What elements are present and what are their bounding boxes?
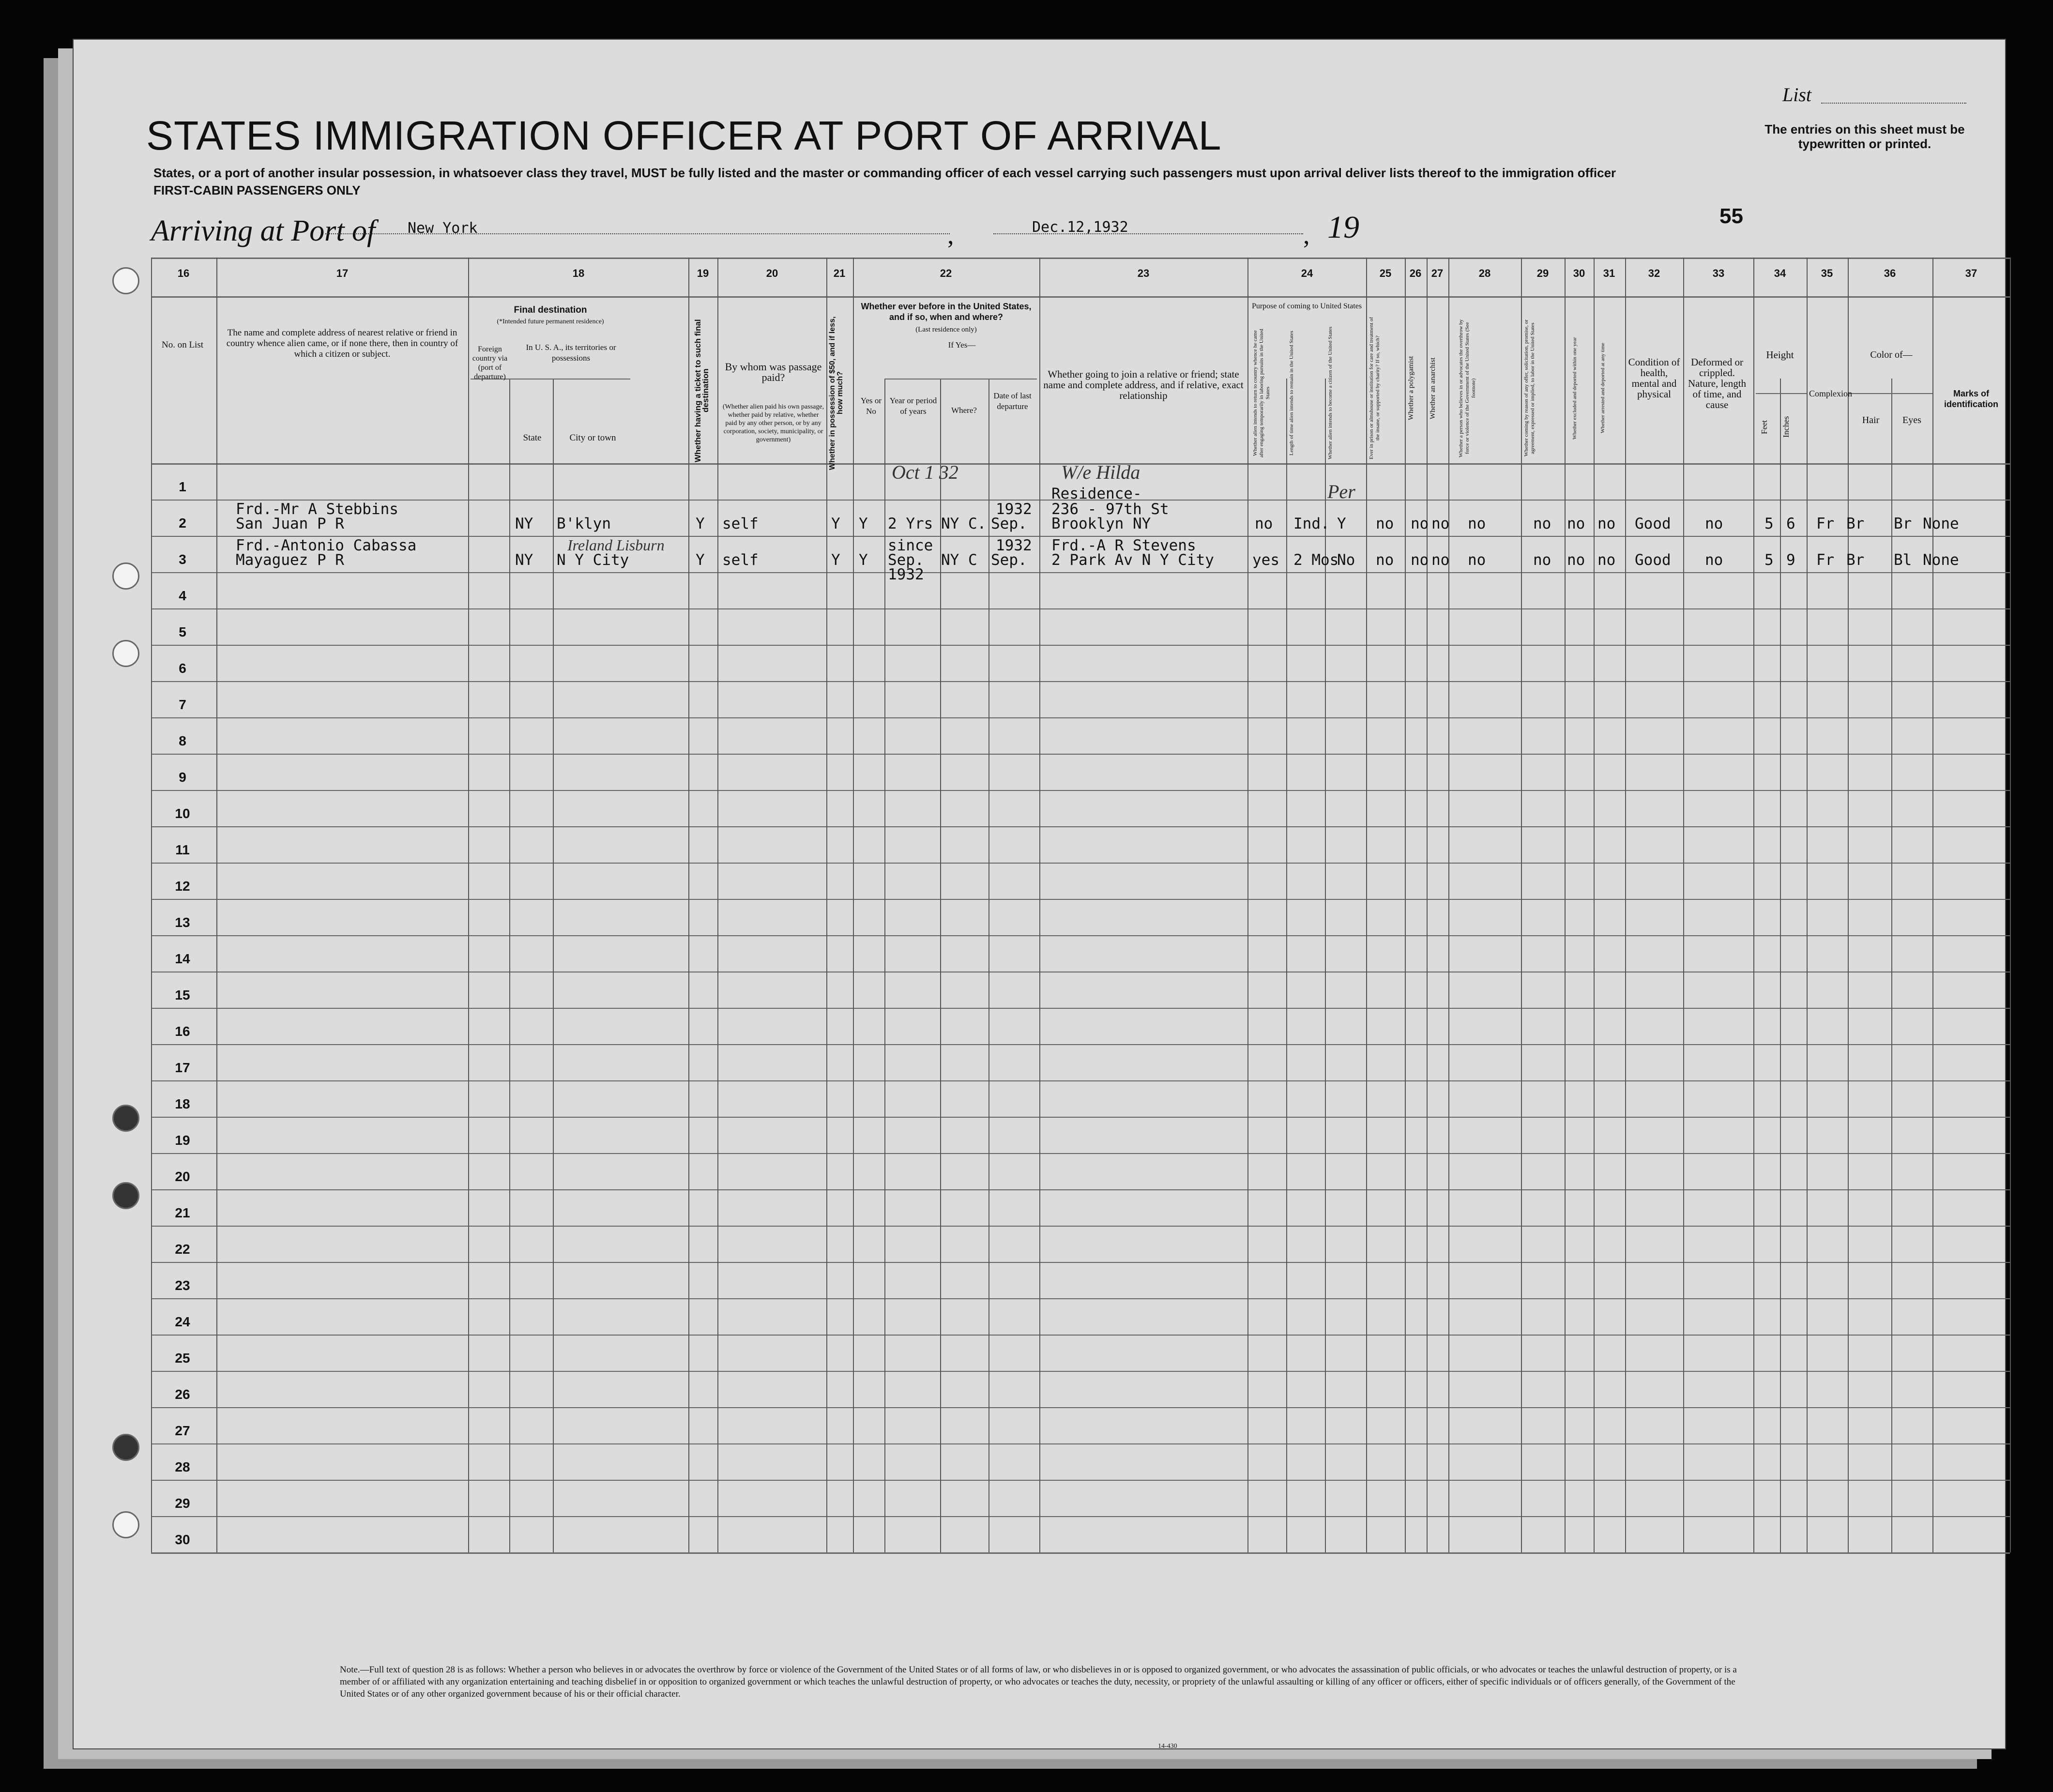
column-number: 34 <box>1774 267 1786 279</box>
handwritten-name: W/e Hilda <box>1061 461 1141 483</box>
row-number: 15 <box>175 987 190 1002</box>
grid-line <box>1405 258 1406 1552</box>
paid-by: self <box>722 551 759 569</box>
hdr-date-departure: Date of last departure <box>993 391 1032 411</box>
q31: no <box>1597 515 1616 532</box>
list-label: List <box>1782 84 1812 106</box>
grid-line <box>151 1189 2010 1190</box>
row-number: 16 <box>175 1024 190 1039</box>
ticket-value: Y <box>696 551 705 569</box>
departure-year: 1932 <box>996 537 1032 554</box>
grid-line <box>151 1080 2010 1081</box>
departure-year: 1932 <box>996 501 1032 518</box>
column-number: 21 <box>833 267 846 279</box>
hdr-by-whom-note: (Whether alien paid his own passage, whether paid by relative, whether paid by any other person, or by any corporation, society, municipality, or government) <box>722 403 824 443</box>
anarchist: no <box>1431 515 1450 532</box>
join-line-3: Brooklyn NY <box>1051 515 1151 532</box>
prison: no <box>1376 551 1394 569</box>
grid-line <box>826 258 827 1552</box>
health: Good <box>1635 515 1671 532</box>
q28: no <box>1468 515 1486 532</box>
complexion: Fr <box>1816 551 1835 569</box>
hair: Br <box>1846 515 1865 532</box>
health: Good <box>1635 551 1671 569</box>
departure-month: Sep. <box>991 515 1027 532</box>
column-number: 27 <box>1431 267 1444 279</box>
been-before: Y <box>859 551 868 569</box>
departure-month: Sep. <box>991 551 1027 569</box>
handwritten-date: Oct 1 32 <box>892 461 958 483</box>
row-number: 30 <box>175 1532 190 1547</box>
grid-line <box>853 258 854 1552</box>
grid-line <box>151 1117 2010 1118</box>
hdr-purpose-b: Length of time alien intends to remain in the United States <box>1289 331 1294 456</box>
manifest-sheet <box>73 39 2006 1749</box>
grid-line <box>151 1552 2010 1554</box>
port-value: New York <box>408 220 478 237</box>
grid-line <box>1521 258 1522 1552</box>
anarchist: no <box>1431 551 1450 569</box>
grid-line <box>151 572 2010 573</box>
year-prefix: 19 <box>1327 210 1359 245</box>
column-number: 29 <box>1536 267 1549 279</box>
join-line-1: Frd.-A R Stevens <box>1051 537 1196 554</box>
instruction-line: States, or a port of another insular possession, in whatsoever class they travel, MUST be fully listed and the master or commanding officer of each vessel carrying such passengers must upon arrival deliver lists thereof to the immigration officer <box>153 166 1616 180</box>
column-number: 32 <box>1648 267 1660 279</box>
grid-line <box>151 608 2010 609</box>
grid-line <box>151 1516 2010 1517</box>
grid-line <box>1594 258 1595 1552</box>
marks: None <box>1923 515 1959 532</box>
join-line-2: 236 - 97th St <box>1051 501 1169 518</box>
grid-line <box>151 645 2010 646</box>
handwritten-purpose: Per <box>1327 481 1355 502</box>
row-number: 2 <box>179 516 186 531</box>
hdr-if-yes: If Yes— <box>948 340 976 349</box>
grid-line <box>988 379 989 1552</box>
hdr-last-residence: (Last residence only) <box>915 326 977 334</box>
form-number: 14-430 <box>1158 1743 1177 1750</box>
column-number: 30 <box>1573 267 1585 279</box>
grid-line <box>468 258 469 1552</box>
hdr-q29: Whether coming by reason of any offer, solicitation, promise, or agreement, expressed or implied, to labor in the United States <box>1523 319 1536 457</box>
eyes: Bl <box>1894 551 1912 569</box>
join-line-2: 2 Park Av N Y City <box>1051 551 1214 569</box>
q28: no <box>1468 551 1486 569</box>
grid-line <box>151 863 2010 864</box>
grid-line <box>151 935 2010 936</box>
hdr-prison: Ever in prison or almshouse or institution for care and treatment of the insane, or supported by charity? If so, which? <box>1369 317 1381 460</box>
hdr-city: City or town <box>569 433 616 443</box>
port-comma: , <box>947 220 954 249</box>
column-number: 37 <box>1965 267 1977 279</box>
date-comma: , <box>1303 220 1310 249</box>
q29: no <box>1533 515 1551 532</box>
relative-name: Frd.-Mr A Stebbins <box>236 501 398 518</box>
form-title: STATES IMMIGRATION OFFICER AT PORT OF ARRIVAL <box>146 113 1222 158</box>
column-number: 28 <box>1478 267 1491 279</box>
hdr-final-destination: Final destination <box>514 305 587 315</box>
cabin-class: FIRST-CABIN PASSENGERS ONLY <box>153 183 361 197</box>
purpose-return: yes <box>1252 551 1279 569</box>
arrival-date: Dec.12,1932 <box>1032 219 1128 236</box>
hdr-where: Where? <box>951 406 977 415</box>
period: 2 Yrs <box>888 515 933 532</box>
hdr-state: State <box>523 433 542 443</box>
list-number-line <box>1821 103 1966 104</box>
grid-line <box>1366 258 1367 1552</box>
grid-line <box>151 826 2010 827</box>
hdr-ticket: Whether having a ticket to such final destination <box>693 319 710 462</box>
column-number: 22 <box>940 267 952 279</box>
row-number: 20 <box>175 1169 190 1184</box>
grid-line <box>1247 258 1248 1552</box>
column-number: 17 <box>336 267 349 279</box>
hdr-q31: Whether arrested and deported at any time <box>1600 343 1606 434</box>
dest-city: N Y City <box>557 551 629 569</box>
hdr-foreign-country: Foreign country via (port of departure) <box>472 345 508 381</box>
marks: None <box>1923 551 1959 569</box>
inches: 6 <box>1786 515 1795 532</box>
sheet-number: 55 <box>1719 204 1743 228</box>
grid-line <box>151 1298 2010 1299</box>
column-number: 25 <box>1379 267 1392 279</box>
hdr-year-period: Year or period of years <box>889 396 937 416</box>
column-number: 36 <box>1884 267 1896 279</box>
feet: 5 <box>1764 515 1774 532</box>
grid-line <box>509 379 510 1552</box>
row-number: 1 <box>179 479 186 494</box>
binder-hole <box>112 562 139 590</box>
grid-line <box>688 258 689 1552</box>
binder-hole <box>112 1182 139 1209</box>
grid-line <box>1891 379 1892 1552</box>
ticket-value: Y <box>696 515 705 532</box>
row-number: 27 <box>175 1423 190 1438</box>
binder-hole <box>112 640 139 667</box>
grid-line <box>151 1262 2010 1263</box>
row-number: 3 <box>179 552 186 567</box>
period-line-2: Sep. <box>888 551 924 569</box>
grid-line <box>884 379 1037 380</box>
row-number: 6 <box>179 661 186 676</box>
purpose-return: no <box>1255 515 1273 532</box>
grid-line <box>884 379 885 1552</box>
feet: 5 <box>1764 551 1774 569</box>
money-value: Y <box>831 515 840 532</box>
hdr-complexion: Complexion <box>1809 389 1852 398</box>
hdr-eyes: Eyes <box>1902 415 1921 425</box>
footnote: Note.—Full text of question 28 is as follows: Whether a person who believes in or advocates the overthrow by force or violence of the Government of the United States or of all forms of law, or who disbelieves in or is opposed to organized government, or who advocates the assassination of public officials, or who advocates or teaches the unlawful destruction of property, or is a member of or affiliated with any organization entertaining and teaching disbelief in or opposition to organized government or which teaches the unlawful destruction of property, or who advocates or teaches the duty, necessity, or propriety of the unlawful assaulting or killing of any officer or officers, either of specific individuals or of officers generally, of the Government of the United States or of any other organized government because of his or their official character. <box>340 1665 1737 1699</box>
join-line-1: Residence- <box>1051 485 1142 502</box>
column-number: 31 <box>1603 267 1615 279</box>
hdr-color-of: Color of— <box>1870 349 1913 360</box>
hdr-inches: Inches <box>1781 416 1791 438</box>
row-number: 19 <box>175 1133 190 1148</box>
column-number: 26 <box>1409 267 1422 279</box>
grid-line <box>1780 379 1781 1552</box>
hdr-q30: Whether excluded and deported within one year <box>1572 337 1578 440</box>
row-number: 26 <box>175 1387 190 1402</box>
row-number: 29 <box>175 1496 190 1511</box>
grid-line <box>151 1008 2010 1009</box>
grid-line <box>1565 258 1566 1552</box>
hdr-height: Height <box>1766 349 1794 361</box>
hdr-final-destination-note: (*Intended future permanent residence) <box>497 318 604 325</box>
grid-line <box>151 258 2010 259</box>
period-line-1: since <box>888 537 933 554</box>
column-number: 33 <box>1712 267 1725 279</box>
grid-line <box>151 1153 2010 1154</box>
grid-line <box>151 1226 2010 1227</box>
row-number: 17 <box>175 1060 190 1075</box>
hdr-join-relative: Whether going to join a relative or friend; state name and complete address, and if relative, exact relationship <box>1043 368 1244 401</box>
q30: no <box>1567 551 1585 569</box>
column-number: 20 <box>766 267 778 279</box>
hdr-relative-address: The name and complete address of nearest relative or friend in country whence alien came, or if none there, then in country of which a citizen or subject. <box>226 328 458 359</box>
grid-line <box>1683 258 1684 1552</box>
grid-line <box>151 754 2010 755</box>
row-number: 12 <box>175 879 190 894</box>
hdr-marks: Marks of identification <box>1944 389 1998 409</box>
polygamist: no <box>1411 551 1429 569</box>
grid-line <box>151 790 2010 791</box>
grid-line <box>151 717 2010 718</box>
hdr-deformed: Deformed or crippled. Nature, length of time, and cause <box>1688 356 1747 410</box>
purpose-citizen: No <box>1337 551 1355 569</box>
grid-line <box>2010 258 2011 1552</box>
where: NY C. <box>941 515 987 532</box>
relative-address: Mayaguez P R <box>236 551 344 569</box>
purpose-citizen: Y <box>1337 515 1346 532</box>
grid-line <box>1427 258 1428 1552</box>
row-number: 4 <box>179 588 186 603</box>
hdr-q28: Whether a person who believes in or advocates the overthrow by force or violence of the Government of the United States (See footnote) <box>1458 319 1476 457</box>
purpose-length: 2 Mos <box>1293 551 1339 569</box>
hdr-purpose-a: Whether alien intends to return to country whence he came after engaging temporarily in laboring pursuits in the United States <box>1252 329 1271 457</box>
grid-line <box>151 899 2010 900</box>
grid-line <box>151 1407 2010 1408</box>
typewritten-notice: The entries on this sheet must be typewritten or printed. <box>1764 122 1965 151</box>
hdr-anarchist: Whether an anarchist <box>1429 357 1437 419</box>
grid-line <box>1625 258 1626 1552</box>
grid-line <box>216 258 217 1552</box>
eyes: Br <box>1894 515 1912 532</box>
grid-line <box>1286 379 1287 1552</box>
grid-line <box>151 1335 2010 1336</box>
row-number: 22 <box>175 1242 190 1257</box>
grid-line <box>1807 258 1808 1552</box>
handwritten-foreign: Ireland Lisburn <box>567 536 665 554</box>
grid-line <box>553 379 554 1552</box>
binder-hole <box>112 1434 139 1461</box>
row-number: 13 <box>175 915 190 930</box>
prison: no <box>1376 515 1394 532</box>
hdr-yes-no: Yes or No <box>860 396 882 416</box>
column-number: 24 <box>1301 267 1313 279</box>
deformed: no <box>1705 551 1723 569</box>
hdr-ever-before: Whether ever before in the United States, and if so, when and where? <box>861 302 1032 322</box>
hdr-by-whom: By whom was passage paid? <box>725 361 822 383</box>
row-number: 21 <box>175 1205 190 1220</box>
column-number: 23 <box>1137 267 1150 279</box>
grid-line <box>151 1443 2010 1444</box>
row-number: 25 <box>175 1351 190 1366</box>
hdr-feet: Feet <box>1760 420 1769 434</box>
paid-by: self <box>722 515 759 532</box>
row-number: 10 <box>175 806 190 821</box>
inches: 9 <box>1786 551 1795 569</box>
hair: Br <box>1846 551 1865 569</box>
hdr-possession-50: Whether in possession of $50, and if less, how much? <box>828 316 844 470</box>
grid-line <box>151 1044 2010 1045</box>
relative-address: San Juan P R <box>236 515 344 532</box>
dest-city: B'klyn <box>557 515 611 532</box>
grid-line <box>151 296 2010 298</box>
deformed: no <box>1705 515 1723 532</box>
row-number: 23 <box>175 1278 190 1293</box>
complexion: Fr <box>1816 515 1835 532</box>
money-value: Y <box>831 551 840 569</box>
hdr-purpose-c: Whether alien intends to become a citizen of the United States <box>1327 326 1333 460</box>
grid-line <box>1848 258 1849 1552</box>
grid-line <box>1753 258 1754 1552</box>
column-number: 16 <box>177 267 190 279</box>
row-number: 24 <box>175 1314 190 1329</box>
hdr-hair: Hair <box>1862 415 1880 425</box>
hdr-polygamist: Whether a polygamist <box>1407 356 1415 421</box>
grid-line <box>1932 258 1933 1552</box>
been-before: Y <box>859 515 868 532</box>
grid-line <box>1448 258 1449 1552</box>
row-number: 18 <box>175 1096 190 1111</box>
row-number: 14 <box>175 951 190 966</box>
hdr-in-usa: In U. S. A., its territories or possessions <box>526 343 616 363</box>
binder-hole <box>112 1511 139 1538</box>
relative-name: Frd.-Antonio Cabassa <box>236 537 417 554</box>
binder-hole <box>112 1105 139 1132</box>
polygamist: no <box>1411 515 1429 532</box>
grid-line <box>151 1371 2010 1372</box>
column-number: 35 <box>1821 267 1833 279</box>
hdr-health: Condition of health, mental and physical <box>1628 356 1680 400</box>
row-number: 7 <box>179 697 186 712</box>
grid-line <box>1848 393 1932 394</box>
row-number: 8 <box>179 733 186 748</box>
q29: no <box>1533 551 1551 569</box>
purpose-length: Ind. <box>1293 515 1330 532</box>
hdr-purpose: Purpose of coming to United States <box>1251 302 1362 310</box>
dest-state: NY <box>515 551 533 569</box>
row-number: 28 <box>175 1459 190 1474</box>
binder-hole <box>112 267 139 294</box>
column-number: 18 <box>572 267 585 279</box>
dest-state: NY <box>515 515 533 532</box>
row-number: 9 <box>179 770 186 785</box>
row-number: 5 <box>179 624 186 639</box>
q30: no <box>1567 515 1585 532</box>
arriving-label: Arriving at Port of <box>151 214 376 247</box>
period-line-3: 1932 <box>888 566 924 583</box>
where: NY C <box>941 551 977 569</box>
q31: no <box>1597 551 1616 569</box>
row-number: 11 <box>175 842 190 857</box>
grid-line <box>151 1480 2010 1481</box>
grid-line <box>717 258 718 1552</box>
column-number: 19 <box>697 267 709 279</box>
grid-line <box>1039 258 1040 1552</box>
hdr-no-on-list: No. on List <box>161 340 204 350</box>
grid-line <box>151 681 2010 682</box>
